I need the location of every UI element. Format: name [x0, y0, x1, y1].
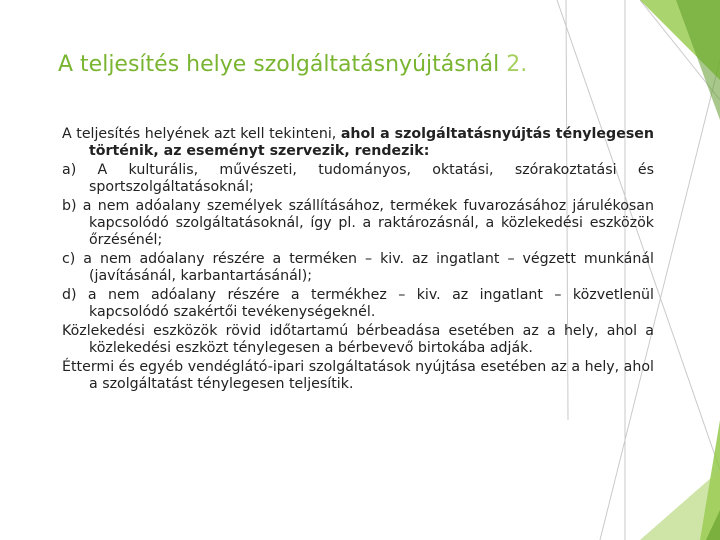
slide-title-text: A teljesítés helye szolgáltatásnyújtásnál — [58, 52, 500, 77]
intro-emphasis: ahol a szolgáltatásnyújtás ténylegesen történik, az eseményt szervezik, rendezik: — [89, 126, 654, 159]
vehicle-rental-paragraph: Közlekedési eszközök rövid időtartamú bérbeadása esetében az a hely, ahol a közlekedési eszközt ténylegesen a bérbevevő birtokába adják. — [62, 323, 654, 356]
slide-title-number: 2. — [506, 52, 528, 77]
intro-paragraph — [62, 126, 654, 160]
restaurant-paragraph: Éttermi és egyéb vendéglátó-ipari szolgáltatások nyújtása esetében az a hely, ahol a szolgáltatást ténylegesen teljesítik. — [62, 359, 654, 392]
intro-text: A teljesítés helyének azt kell tekinteni, — [62, 126, 341, 142]
list-item-c: c) a nem adóalany részére a terméken – kiv. az ingatlant – végzett munkánál (javításánál, karbantartásánál); — [62, 251, 654, 284]
slide-title — [58, 52, 527, 77]
list-item-a: a) A kulturális, művészeti, tudományos, oktatási, szórakoztatási és sportszolgáltatásoknál; — [62, 162, 654, 195]
list-item-d: d) a nem adóalany részére a termékhez – kiv. az ingatlant – közvetlenül kapcsolódó szakértői tevékenységeknél. — [62, 287, 654, 320]
list-item-b: b) a nem adóalany személyek szállításához, termékek fuvarozásához járulékosan kapcsolódó szolgáltatásoknál, így pl. a raktározásnál, a közlekedési eszközök őrzésénél; — [62, 198, 654, 248]
slide-body — [62, 126, 654, 395]
